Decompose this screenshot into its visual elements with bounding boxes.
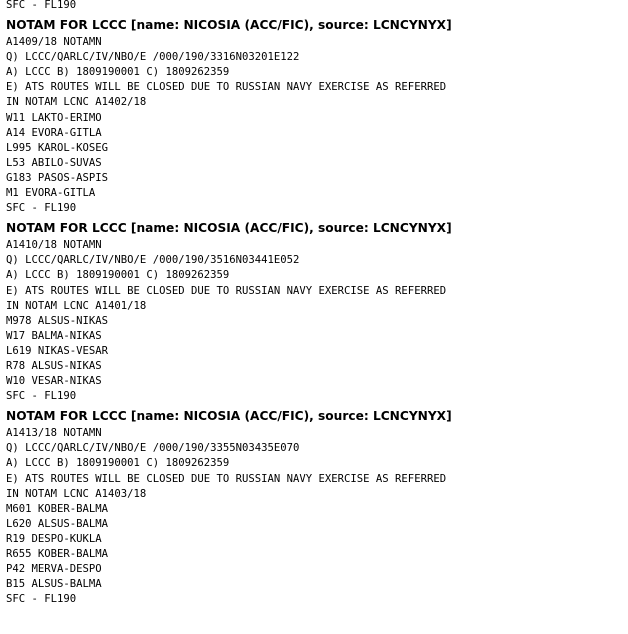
notam-line: SFC - FL190 [6, 593, 77, 606]
notam-line: A) LCCC B) 1809190001 C) 1809262359 [6, 457, 230, 470]
notam-line: IN NOTAM LCNC A1401/18 [6, 299, 147, 312]
notam-line: E) ATS ROUTES WILL BE CLOSED DUE TO RUSSIAN NAVY EXERCISE AS REFERRED [6, 284, 447, 297]
notam-line: Q) LCCC/QARLC/IV/NBO/E /000/190/3316N03201E122 [6, 51, 300, 64]
notam-line: L995 KAROL-KOSEG [6, 141, 109, 154]
notam-line: SFC - FL190 [6, 202, 77, 215]
notam-line: P42 MERVA-DESPO [6, 563, 102, 576]
notam-block [6, 220, 622, 404]
notam-line: Q) LCCC/QARLC/IV/NBO/E /000/190/3355N03435E070 [6, 442, 300, 455]
notam-line: L53 ABILO-SUVAS [6, 156, 102, 169]
notam-heading: NOTAM FOR LCCC [name: NICOSIA (ACC/FIC), source: LCNCYNYX] [6, 409, 452, 424]
notam-line: M1 EVORA-GITLA [6, 187, 96, 200]
notam-line: E) ATS ROUTES WILL BE CLOSED DUE TO RUSSIAN NAVY EXERCISE AS REFERRED [6, 81, 447, 94]
notam-line: W11 LAKTO-ERIMO [6, 111, 102, 124]
notam-line: W10 VESAR-NIKAS [6, 375, 102, 388]
notam-document [6, 0, 622, 607]
notam-line: E) ATS ROUTES WILL BE CLOSED DUE TO RUSSIAN NAVY EXERCISE AS REFERRED [6, 472, 447, 485]
notam-line: A) LCCC B) 1809190001 C) 1809262359 [6, 269, 230, 282]
notam-block [6, 17, 622, 216]
notam-line: R78 ALSUS-NIKAS [6, 359, 102, 372]
notam-line: L619 NIKAS-VESAR [6, 344, 109, 357]
notam-line: A1410/18 NOTAMN [6, 239, 102, 252]
notam-line: A14 EVORA-GITLA [6, 126, 102, 139]
notam-line: IN NOTAM LCNC A1402/18 [6, 96, 147, 109]
notam-line: Q) LCCC/QARLC/IV/NBO/E /000/190/3516N03441E052 [6, 254, 300, 267]
notam-line: G183 PASOS-ASPIS [6, 171, 109, 184]
notam-line: A1413/18 NOTAMN [6, 427, 102, 440]
notam-line: R19 DESPO-KUKLA [6, 532, 102, 545]
notam-line: A) LCCC B) 1809190001 C) 1809262359 [6, 66, 230, 79]
notam-line: SFC - FL190 [6, 0, 77, 11]
notam-line: A1409/18 NOTAMN [6, 36, 102, 49]
notam-heading: NOTAM FOR LCCC [name: NICOSIA (ACC/FIC), source: LCNCYNYX] [6, 221, 452, 236]
notam-line: IN NOTAM LCNC A1403/18 [6, 487, 147, 500]
notam-line: M601 KOBER-BALMA [6, 502, 109, 515]
notam-line: L620 ALSUS-BALMA [6, 517, 109, 530]
leading-text [6, 0, 622, 13]
notam-heading: NOTAM FOR LCCC [name: NICOSIA (ACC/FIC), source: LCNCYNYX] [6, 18, 452, 33]
notam-line: M978 ALSUS-NIKAS [6, 314, 109, 327]
notam-block [6, 408, 622, 607]
notam-line: R655 KOBER-BALMA [6, 548, 109, 560]
notam-line: W17 BALMA-NIKAS [6, 329, 102, 342]
notam-line: B15 ALSUS-BALMA [6, 578, 102, 591]
notam-line: SFC - FL190 [6, 390, 77, 403]
